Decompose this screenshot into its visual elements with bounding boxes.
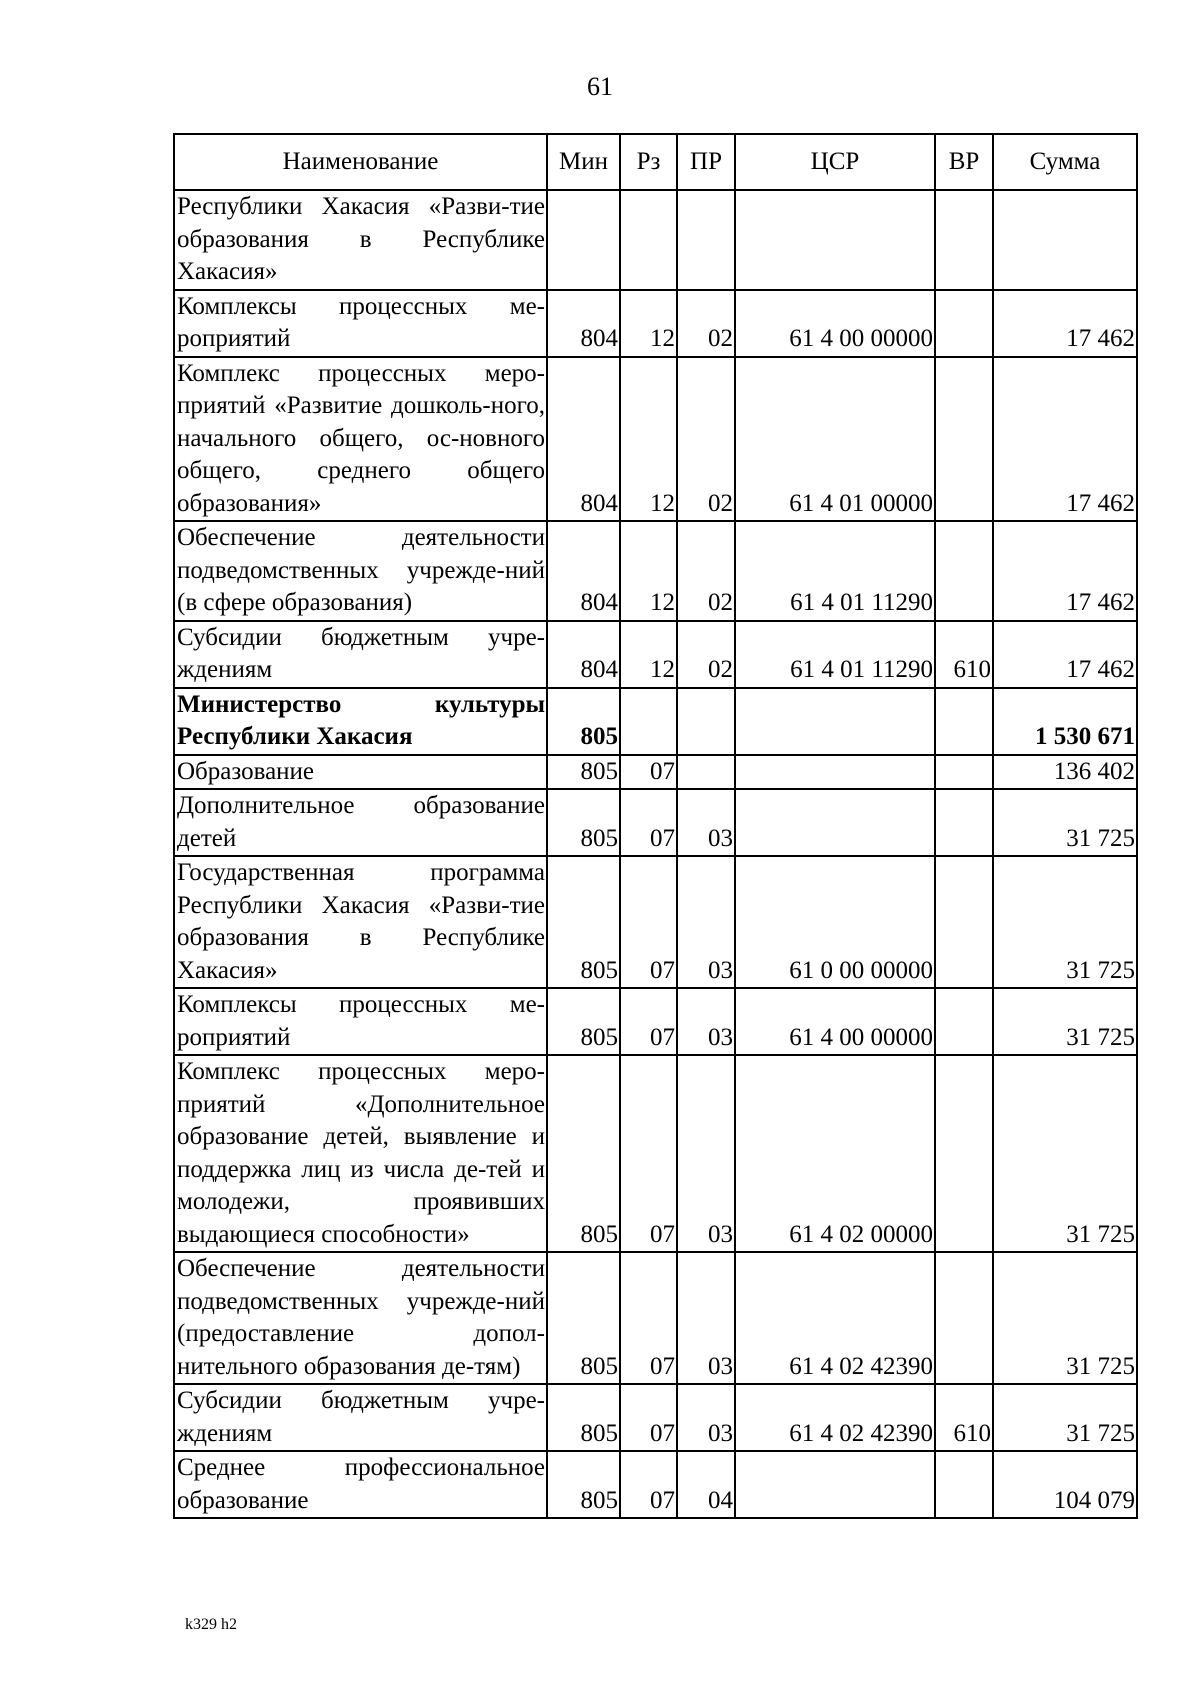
cell-pr: 02 [677, 357, 735, 522]
cell-vr: 610 [935, 621, 993, 688]
header-min: Мин [547, 134, 620, 190]
cell-rz: 12 [620, 290, 677, 357]
cell-sum: 104 079 [993, 1451, 1137, 1518]
cell-vr [935, 357, 993, 522]
cell-csr: 61 4 00 00000 [735, 988, 935, 1055]
cell-pr: 02 [677, 621, 735, 688]
cell-name: Комплексы процессных ме-роприятий [174, 988, 547, 1055]
cell-name: Субсидии бюджетным учре-ждениям [174, 1384, 547, 1451]
cell-pr: 02 [677, 290, 735, 357]
cell-rz: 07 [620, 1384, 677, 1451]
cell-rz: 07 [620, 1055, 677, 1252]
cell-pr: 03 [677, 789, 735, 856]
cell-csr [735, 1451, 935, 1518]
table-row [174, 1055, 1137, 1252]
cell-pr: 02 [677, 521, 735, 621]
cell-csr [735, 688, 935, 755]
table-row [174, 1384, 1137, 1451]
cell-rz: 07 [620, 1451, 677, 1518]
cell-name: Среднее профессиональное образование [174, 1451, 547, 1518]
cell-vr [935, 290, 993, 357]
cell-pr [677, 755, 735, 790]
cell-vr [935, 988, 993, 1055]
cell-min: 804 [547, 521, 620, 621]
table-row [174, 856, 1137, 988]
cell-csr: 61 4 02 00000 [735, 1055, 935, 1252]
header-sum: Сумма [993, 134, 1137, 190]
cell-min: 805 [547, 789, 620, 856]
cell-csr [735, 755, 935, 790]
cell-name: Государственная программа Республики Хакасия «Разви-тие образования в Республике Хакасия» [174, 856, 547, 988]
table-row [174, 789, 1137, 856]
cell-vr [935, 755, 993, 790]
cell-min [547, 190, 620, 290]
cell-min: 805 [547, 688, 620, 755]
cell-vr [935, 190, 993, 290]
table-row [174, 521, 1137, 621]
table-header-row [174, 134, 1137, 190]
cell-sum: 17 462 [993, 357, 1137, 522]
header-vr: ВР [935, 134, 993, 190]
cell-rz: 07 [620, 755, 677, 790]
cell-pr: 03 [677, 856, 735, 988]
cell-pr: 03 [677, 1384, 735, 1451]
cell-min: 804 [547, 621, 620, 688]
cell-sum: 31 725 [993, 789, 1137, 856]
cell-min: 804 [547, 357, 620, 522]
cell-csr: 61 4 01 11290 [735, 521, 935, 621]
cell-sum: 31 725 [993, 856, 1137, 988]
cell-vr [935, 1451, 993, 1518]
cell-min: 805 [547, 755, 620, 790]
cell-csr: 61 4 02 42390 [735, 1252, 935, 1384]
table-row [174, 190, 1137, 290]
cell-sum: 31 725 [993, 1384, 1137, 1451]
cell-min: 805 [547, 1451, 620, 1518]
cell-sum [993, 190, 1137, 290]
header-rz: Рз [620, 134, 677, 190]
cell-sum: 136 402 [993, 755, 1137, 790]
cell-csr: 61 4 02 42390 [735, 1384, 935, 1451]
cell-csr: 61 0 00 00000 [735, 856, 935, 988]
cell-rz: 12 [620, 357, 677, 522]
header-name: Наименование [174, 134, 547, 190]
cell-rz: 07 [620, 856, 677, 988]
cell-pr: 03 [677, 1055, 735, 1252]
table-row [174, 1451, 1137, 1518]
cell-vr [935, 521, 993, 621]
cell-name: Дополнительное образование детей [174, 789, 547, 856]
cell-name: Субсидии бюджетным учре-ждениям [174, 621, 547, 688]
cell-pr: 04 [677, 1451, 735, 1518]
cell-rz: 07 [620, 789, 677, 856]
table-row [174, 621, 1137, 688]
cell-csr [735, 789, 935, 856]
cell-rz: 12 [620, 521, 677, 621]
table-row [174, 290, 1137, 357]
cell-sum: 31 725 [993, 1252, 1137, 1384]
cell-vr: 610 [935, 1384, 993, 1451]
cell-name: Комплексы процессных ме-роприятий [174, 290, 547, 357]
cell-sum: 17 462 [993, 621, 1137, 688]
page-number: 61 [587, 72, 613, 101]
header-pr: ПР [677, 134, 735, 190]
cell-rz [620, 190, 677, 290]
cell-pr: 03 [677, 1252, 735, 1384]
table-row [174, 1252, 1137, 1384]
cell-sum: 17 462 [993, 521, 1137, 621]
budget-table [173, 133, 1138, 1519]
table-row [174, 755, 1137, 790]
cell-name: Министерство культуры Республики Хакасия [174, 688, 547, 755]
cell-vr [935, 688, 993, 755]
cell-vr [935, 1055, 993, 1252]
cell-name: Республики Хакасия «Разви-тие образования в Республике Хакасия» [174, 190, 547, 290]
cell-vr [935, 789, 993, 856]
cell-rz [620, 688, 677, 755]
cell-csr: 61 4 01 00000 [735, 357, 935, 522]
cell-csr [735, 190, 935, 290]
cell-min: 805 [547, 1055, 620, 1252]
cell-csr: 61 4 01 11290 [735, 621, 935, 688]
table-row [174, 988, 1137, 1055]
cell-rz: 07 [620, 1252, 677, 1384]
cell-min: 805 [547, 856, 620, 988]
cell-name: Образование [174, 755, 547, 790]
cell-sum: 17 462 [993, 290, 1137, 357]
cell-rz: 07 [620, 988, 677, 1055]
cell-pr: 03 [677, 988, 735, 1055]
table-body [174, 190, 1137, 1518]
cell-name: Обеспечение деятельности подведомственных учрежде-ний (в сфере образования) [174, 521, 547, 621]
footer-code: k329 h2 [185, 1616, 237, 1633]
cell-name: Комплекс процессных меро-приятий «Развитие дошколь-ного, начального общего, ос-новного общего, среднего общего образования» [174, 357, 547, 522]
cell-vr [935, 1252, 993, 1384]
cell-min: 805 [547, 1252, 620, 1384]
cell-name: Комплекс процессных меро-приятий «Дополнительное образование детей, выявление и поддержка лиц из числа де-тей и молодежи, проявивших выдающиеся способности» [174, 1055, 547, 1252]
table-row [174, 357, 1137, 522]
cell-pr [677, 688, 735, 755]
cell-sum: 31 725 [993, 988, 1137, 1055]
cell-min: 804 [547, 290, 620, 357]
header-csr: ЦСР [735, 134, 935, 190]
cell-vr [935, 856, 993, 988]
table-row [174, 688, 1137, 755]
cell-pr [677, 190, 735, 290]
cell-name: Обеспечение деятельности подведомственных учрежде-ний (предоставление допол-нительного образования де-тям) [174, 1252, 547, 1384]
cell-csr: 61 4 00 00000 [735, 290, 935, 357]
cell-sum: 31 725 [993, 1055, 1137, 1252]
cell-min: 805 [547, 988, 620, 1055]
cell-rz: 12 [620, 621, 677, 688]
cell-min: 805 [547, 1384, 620, 1451]
cell-sum: 1 530 671 [993, 688, 1137, 755]
